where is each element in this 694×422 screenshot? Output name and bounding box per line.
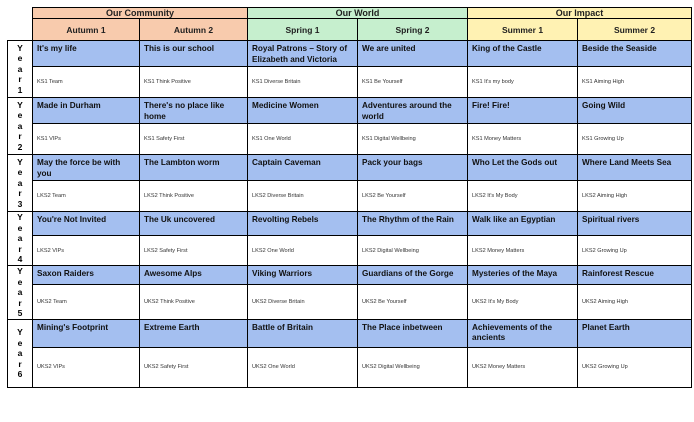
year-label — [8, 98, 33, 155]
unit-cell: KS1 It's my body — [468, 67, 578, 98]
unit-cell: LKS2 It's My Body — [468, 181, 578, 212]
topic-cell: You're Not Invited — [33, 212, 140, 236]
year-label — [8, 266, 33, 320]
unit-cell: LKS2 Think Positive — [140, 181, 248, 212]
year-label-char: e — [17, 53, 23, 64]
year-label-char: r — [18, 188, 22, 199]
topic-cell: Going Wild — [578, 98, 692, 124]
topic-cell: Awesome Alps — [140, 266, 248, 285]
topic-row — [8, 98, 692, 124]
unit-cell: UKS2 Aiming High — [578, 285, 692, 320]
year-label-char: a — [17, 120, 23, 131]
year-label-char: a — [17, 287, 23, 298]
unit-cell: KS1 Be Yourself — [358, 67, 468, 98]
topic-cell: The Place inbetween — [358, 319, 468, 347]
unit-cell: LKS2 Aiming High — [578, 181, 692, 212]
topic-cell: Guardians of the Gorge — [358, 266, 468, 285]
unit-cell: LKS2 Growing Up — [578, 236, 692, 266]
year-label — [8, 41, 33, 98]
year-label-char: a — [17, 177, 23, 188]
unit-cell: KS1 Growing Up — [578, 124, 692, 155]
group-header-row — [8, 8, 692, 19]
unit-row — [8, 124, 692, 155]
topic-cell: May the force be with you — [33, 155, 140, 181]
unit-cell: KS1 Digital Wellbeing — [358, 124, 468, 155]
unit-cell: UKS2 Safety First — [140, 347, 248, 387]
unit-cell: UKS2 VIPs — [33, 347, 140, 387]
topic-cell: Captain Caveman — [248, 155, 358, 181]
unit-cell: UKS2 Be Yourself — [358, 285, 468, 320]
year-label-char: Y — [17, 156, 23, 167]
unit-cell: UKS2 Digital Wellbeing — [358, 347, 468, 387]
year-label — [8, 212, 33, 266]
unit-cell: KS1 One World — [248, 124, 358, 155]
term-header-row — [8, 19, 692, 41]
group-header-our-world: Our World — [248, 8, 468, 19]
year-label — [8, 155, 33, 212]
unit-cell: KS1 Money Matters — [468, 124, 578, 155]
year-label-char: e — [17, 337, 23, 348]
unit-row — [8, 181, 692, 212]
corner-cell — [8, 19, 33, 41]
topic-cell: Fire! Fire! — [468, 98, 578, 124]
topic-cell: It's my life — [33, 41, 140, 67]
unit-cell: KS1 Aiming High — [578, 67, 692, 98]
topic-cell: Viking Warriors — [248, 266, 358, 285]
topic-cell: Where Land Meets Sea — [578, 155, 692, 181]
year-label-char: a — [17, 233, 23, 244]
curriculum-table — [7, 7, 692, 388]
topic-cell: The Lambton worm — [140, 155, 248, 181]
term-header: Spring 1 — [248, 19, 358, 41]
year-label-char: r — [18, 74, 22, 85]
year-label-char: e — [17, 222, 23, 233]
unit-cell: UKS2 One World — [248, 347, 358, 387]
unit-cell: LKS2 Money Matters — [468, 236, 578, 266]
unit-cell: LKS2 Be Yourself — [358, 181, 468, 212]
year-label-char: r — [18, 297, 22, 308]
topic-cell: There's no place like home — [140, 98, 248, 124]
term-header: Summer 1 — [468, 19, 578, 41]
curriculum-map — [7, 7, 692, 388]
year-label-char: r — [18, 358, 22, 369]
unit-cell: UKS2 It's My Body — [468, 285, 578, 320]
topic-cell: Battle of Britain — [248, 319, 358, 347]
topic-row — [8, 155, 692, 181]
topic-cell: Medicine Women — [248, 98, 358, 124]
topic-cell: Made in Durham — [33, 98, 140, 124]
year-rows — [8, 41, 692, 388]
year-label-char: 5 — [17, 308, 23, 319]
topic-cell: Mining's Footprint — [33, 319, 140, 347]
topic-cell: Planet Earth — [578, 319, 692, 347]
topic-cell: We are united — [358, 41, 468, 67]
year-label-char: 2 — [17, 141, 23, 152]
unit-cell: LKS2 Diverse Britain — [248, 181, 358, 212]
unit-cell: UKS2 Growing Up — [578, 347, 692, 387]
unit-cell: LKS2 VIPs — [33, 236, 140, 266]
unit-cell: LKS2 Team — [33, 181, 140, 212]
topic-cell: Mysteries of the Maya — [468, 266, 578, 285]
unit-cell: UKS2 Think Positive — [140, 285, 248, 320]
topic-cell: The Rhythm of the Rain — [358, 212, 468, 236]
group-header-our-community: Our Community — [33, 8, 248, 19]
term-header: Autumn 2 — [140, 19, 248, 41]
year-label-char: Y — [17, 266, 23, 276]
corner-cell — [8, 8, 33, 19]
year-label-char: 6 — [17, 369, 23, 380]
unit-row — [8, 347, 692, 387]
unit-cell: KS1 Think Positive — [140, 67, 248, 98]
topic-cell: This is our school — [140, 41, 248, 67]
topic-cell: The Uk uncovered — [140, 212, 248, 236]
topic-cell: Revolting Rebels — [248, 212, 358, 236]
year-label — [8, 319, 33, 387]
topic-row — [8, 212, 692, 236]
unit-cell: LKS2 One World — [248, 236, 358, 266]
unit-cell: KS1 Team — [33, 67, 140, 98]
topic-row — [8, 319, 692, 347]
unit-cell: UKS2 Money Matters — [468, 347, 578, 387]
year-label-char: r — [18, 243, 22, 254]
year-label-char: e — [17, 110, 23, 121]
term-header: Summer 2 — [578, 19, 692, 41]
year-label-char: Y — [17, 99, 23, 110]
year-label-char: r — [18, 131, 22, 142]
year-label-char: a — [17, 63, 23, 74]
unit-row — [8, 285, 692, 320]
term-header: Spring 2 — [358, 19, 468, 41]
topic-cell: Spiritual rivers — [578, 212, 692, 236]
group-header-our-impact: Our Impact — [468, 8, 692, 19]
topic-cell: Extreme Earth — [140, 319, 248, 347]
topic-cell: Achievements of the ancients — [468, 319, 578, 347]
topic-cell: Rainforest Rescue — [578, 266, 692, 285]
unit-row — [8, 67, 692, 98]
unit-cell: KS1 Diverse Britain — [248, 67, 358, 98]
unit-cell: KS1 Safety First — [140, 124, 248, 155]
unit-cell: LKS2 Safety First — [140, 236, 248, 266]
unit-cell: UKS2 Diverse Britain — [248, 285, 358, 320]
unit-row — [8, 236, 692, 266]
unit-cell: UKS2 Team — [33, 285, 140, 320]
topic-cell: Beside the Seaside — [578, 41, 692, 67]
year-label-char: e — [17, 276, 23, 287]
topic-cell: Walk like an Egyptian — [468, 212, 578, 236]
unit-cell: KS1 VIPs — [33, 124, 140, 155]
topic-cell: Royal Patrons – Story of Elizabeth and Victoria — [248, 41, 358, 67]
year-label-char: e — [17, 167, 23, 178]
year-label-char: 3 — [17, 198, 23, 209]
year-label-char: 4 — [17, 254, 23, 265]
topic-cell: Pack your bags — [358, 155, 468, 181]
year-label-char: 1 — [17, 84, 23, 95]
unit-cell: LKS2 Digital Wellbeing — [358, 236, 468, 266]
topic-cell: King of the Castle — [468, 41, 578, 67]
topic-row — [8, 41, 692, 67]
year-label-char: a — [17, 348, 23, 359]
topic-cell: Adventures around the world — [358, 98, 468, 124]
topic-cell: Saxon Raiders — [33, 266, 140, 285]
topic-row — [8, 266, 692, 285]
term-header: Autumn 1 — [33, 19, 140, 41]
year-label-char: Y — [17, 42, 23, 53]
year-label-char: Y — [17, 326, 23, 337]
topic-cell: Who Let the Gods out — [468, 155, 578, 181]
year-label-char: Y — [17, 212, 23, 223]
